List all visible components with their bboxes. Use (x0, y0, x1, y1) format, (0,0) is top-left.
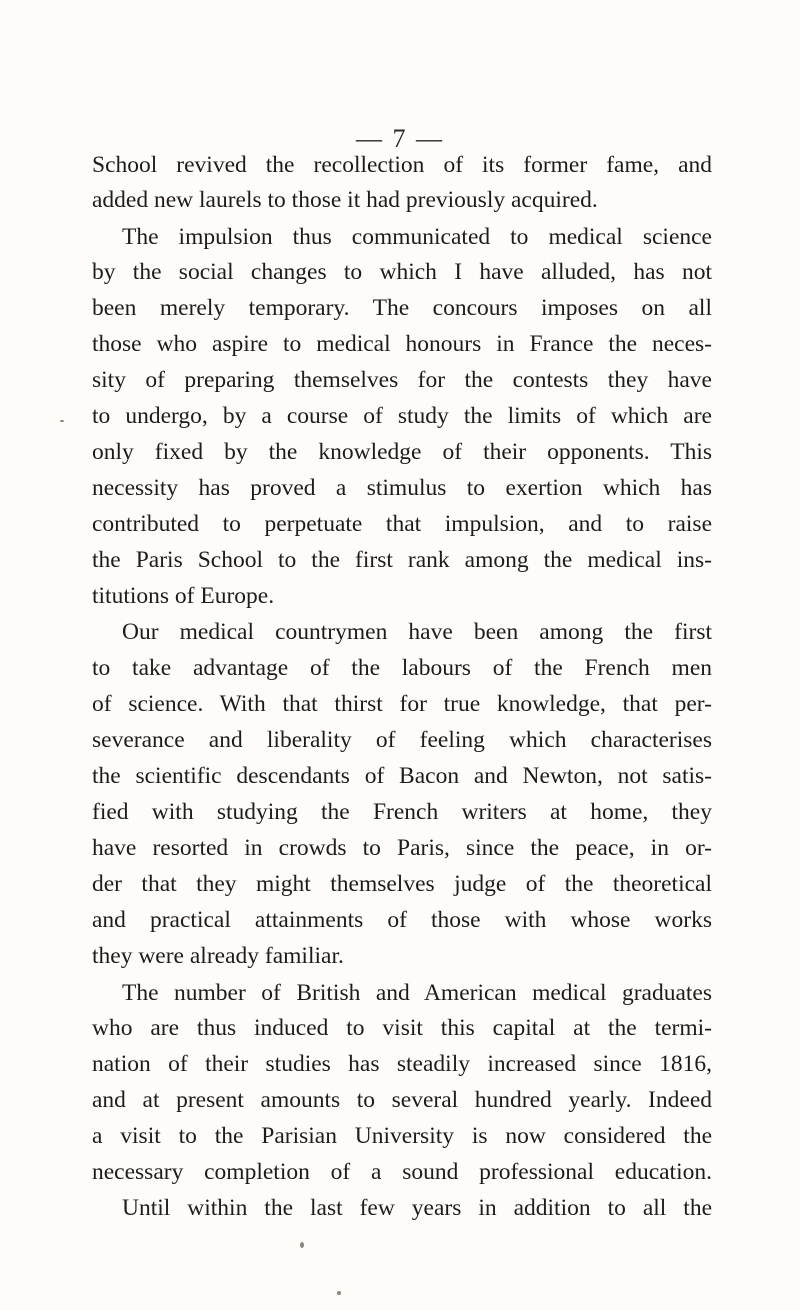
text-line: nation of their studies has steadily increased since 1816, (92, 1051, 712, 1077)
text-line: severance and liberality of feeling which characterises (92, 727, 712, 753)
text-line: only fixed by the knowledge of their opponents. This (92, 439, 712, 465)
paper-speck (300, 1242, 304, 1248)
text-line: School revived the recollection of its former fame, and (92, 152, 712, 178)
text-line: fied with studying the French writers at home, they (92, 799, 712, 825)
paper-speck (60, 420, 64, 422)
text-line: der that they might themselves judge of the theoretical (92, 871, 712, 897)
paper-speck (337, 1291, 341, 1295)
paragraph-start-line: The number of British and American medical graduates (122, 980, 712, 1006)
paragraph-start-line: Until within the last few years in addition to all the (122, 1195, 712, 1221)
paragraph-start-line: The impulsion thus communicated to medical science (122, 224, 712, 250)
text-line: a visit to the Parisian University is now considered the (92, 1123, 712, 1149)
text-line: titutions of Europe. (92, 583, 275, 609)
text-line: by the social changes to which I have alluded, has not (92, 259, 712, 285)
page-number: — 7 — (356, 124, 444, 153)
paragraph-start-line: Our medical countrymen have been among the first (122, 619, 712, 645)
text-line: contributed to perpetuate that impulsion, and to raise (92, 511, 712, 537)
text-line: and at present amounts to several hundred yearly. Indeed (92, 1087, 712, 1113)
text-line: sity of preparing themselves for the contests they have (92, 367, 712, 393)
text-line: added new laurels to those it had previously acquired. (92, 187, 598, 213)
text-line: those who aspire to medical honours in France the neces- (92, 331, 712, 357)
text-line: they were already familiar. (92, 943, 344, 969)
text-line: have resorted in crowds to Paris, since the peace, in or- (92, 835, 712, 861)
text-line: of science. With that thirst for true knowledge, that per- (92, 691, 712, 717)
text-line: to take advantage of the labours of the French men (92, 655, 712, 681)
text-line: the scientific descendants of Bacon and Newton, not satis- (92, 763, 712, 789)
text-line: necessary completion of a sound professional education. (92, 1159, 712, 1185)
text-line: necessity has proved a stimulus to exertion which has (92, 475, 712, 501)
text-line: the Paris School to the first rank among the medical ins- (92, 547, 712, 573)
text-line: and practical attainments of those with whose works (92, 907, 712, 933)
text-line: who are thus induced to visit this capital at the termi- (92, 1015, 712, 1041)
text-line: to undergo, by a course of study the limits of which are (92, 403, 712, 429)
text-line: been merely temporary. The concours imposes on all (92, 295, 712, 321)
